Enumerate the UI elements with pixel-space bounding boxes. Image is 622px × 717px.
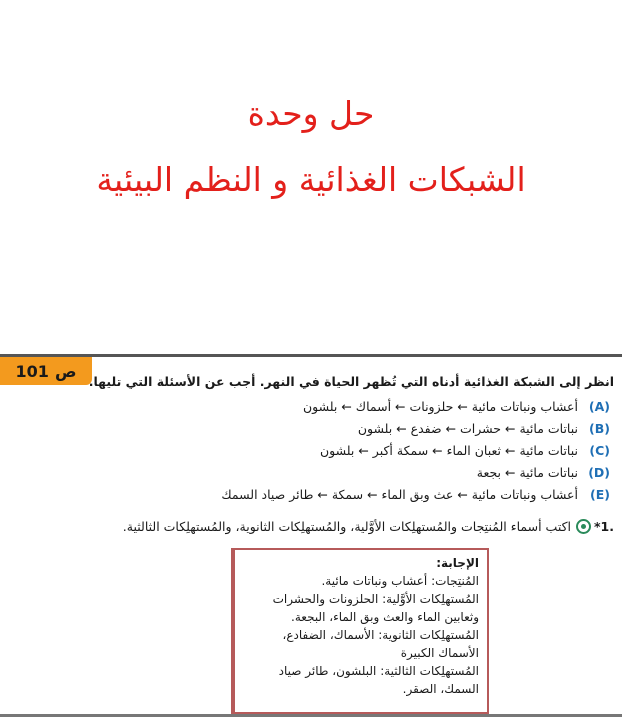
title-line-2: الشبكات الغذائية و النظم البيئية xyxy=(96,160,526,199)
title-line-1: حل وحدة xyxy=(247,94,375,133)
answer-tertiary-consumers: المُستهلِكات الثالثية: البلشون، طائر صياد السمك، الصقر. xyxy=(278,664,479,696)
question-number: *1. xyxy=(594,519,614,534)
answer-primary-consumers: المُستهلِكات الأوَّلية: الحلزونات والحشرات وثعابين الماء والعث وبق الماء، البجعة. xyxy=(272,592,479,624)
chain-text: نباتات مائية ← ثعبان الماء ← سمكة أكبر ← بلشون xyxy=(319,443,578,458)
chain-label: (E) xyxy=(590,487,610,502)
top-divider xyxy=(0,354,622,357)
answer-producers: المُنتِجات: أعشاب ونباتات مائية. xyxy=(321,574,479,588)
answer-heading: الإجابة: xyxy=(436,556,479,570)
food-chain-b xyxy=(14,418,614,440)
answer-box xyxy=(231,548,489,714)
chain-text: أعشاب ونباتات مائية ← عث وبق الماء ← سمكة ← طائر صياد السمك xyxy=(221,487,578,502)
question-text: اكتب أسماء المُنتِجات والمُستهلِكات الأوَّلية، والمُستهلِكات الثانوية، والمُستهلِكات الثالثية. xyxy=(122,519,572,534)
exercise-intro: انظر إلى الشبكة الغذائية أدناه التي تُظهر الحياة في النهر. أجب عن الأسئلة التي تليها. xyxy=(88,374,614,389)
answer-secondary-consumers: المُستهلِكات الثانوية: الأسماك، الضفادع، الأسماك الكبيرة xyxy=(282,628,479,660)
title-block xyxy=(0,90,622,204)
chain-text: نباتات مائية ← حشرات ← ضفدع ← بلشون xyxy=(357,421,578,436)
chain-text: نباتات مائية ← بجعة xyxy=(476,465,578,480)
page-number: 101 xyxy=(15,361,49,381)
chain-label: (A) xyxy=(588,399,610,414)
food-chain-d xyxy=(14,462,614,484)
exercise-content xyxy=(14,372,614,506)
page-prefix: ص xyxy=(54,361,77,381)
chain-text: أعشاب ونباتات مائية ← حلزونات ← أسماك ← بلشون xyxy=(302,399,578,414)
chain-label: (C) xyxy=(589,443,610,458)
chain-label: (D) xyxy=(588,465,610,480)
food-chain-a xyxy=(14,396,614,418)
target-icon xyxy=(576,519,591,534)
question-1 xyxy=(123,519,614,534)
food-chain-c xyxy=(14,440,614,462)
food-chain-e xyxy=(14,484,614,506)
chain-label: (B) xyxy=(589,421,610,436)
